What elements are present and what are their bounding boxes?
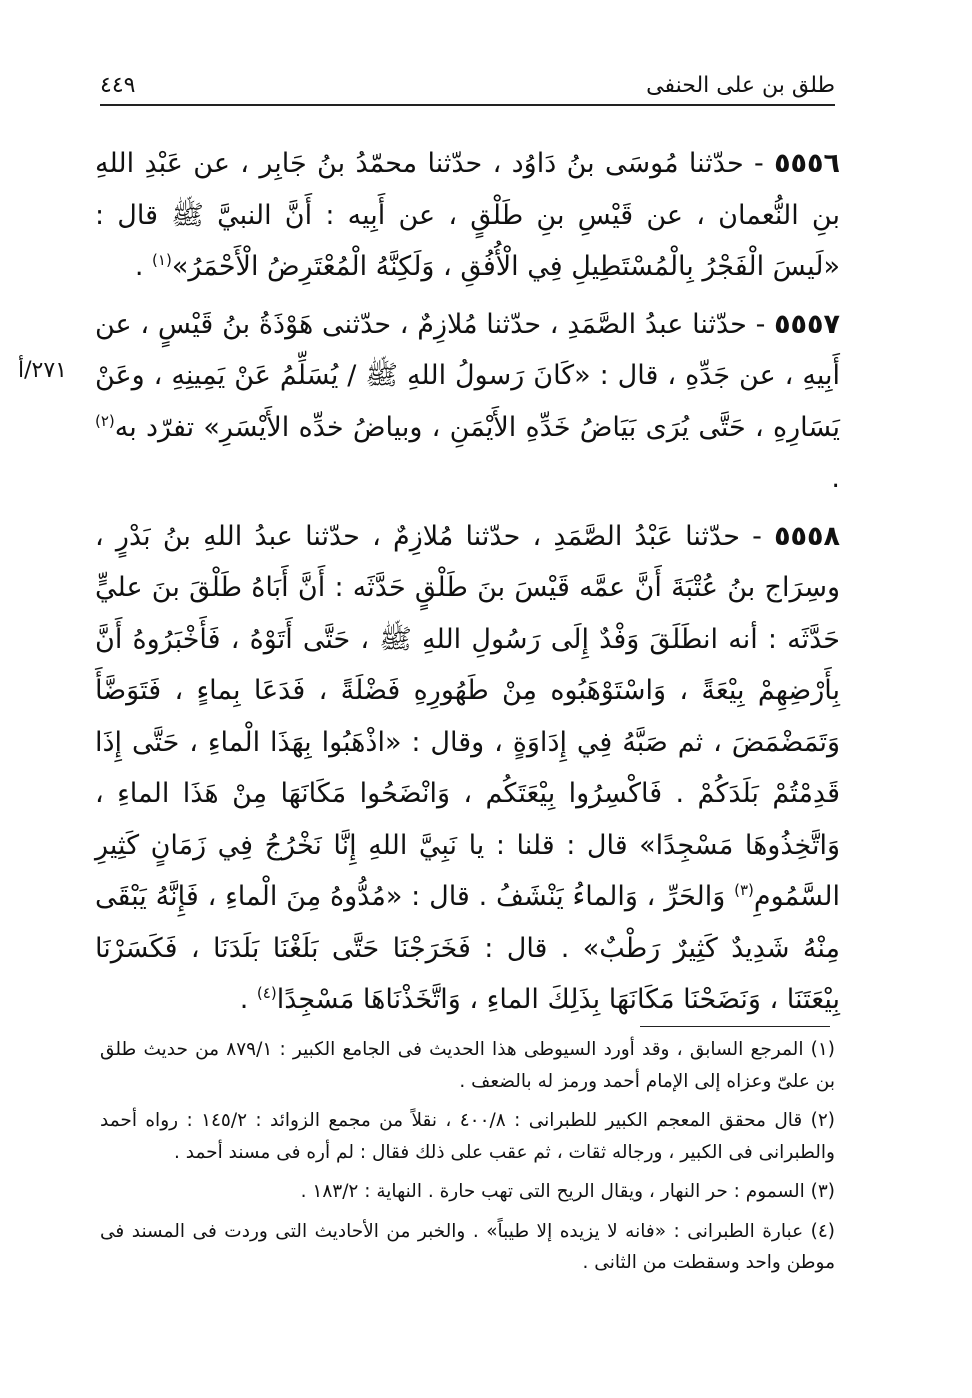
hadith-number: ٥٥٥٧ <box>774 308 840 340</box>
footnote-3: (٣) السموم : حر النهار ، ويقال الريح التى تهب حارة . النهاية : ١٨٣/٢ . <box>300 1181 835 1202</box>
footnote-ref[interactable]: (٣) <box>734 881 754 899</box>
main-text <box>95 138 840 1032</box>
hadith-tail: . <box>134 251 153 282</box>
footnote-ref[interactable]: (٤) <box>256 984 277 1002</box>
footnote-ref[interactable]: (٢) <box>95 411 115 430</box>
hadith-5558 <box>95 511 840 1026</box>
hadith-text: - حدّثنا عبدُ الصَّمَدِ ، حدّثنا مُلازِمٌ ، حدّثنى هَوْذَةُ بنُ قَيْسٍ ، عن أَبِيهِ ، عن جَدِّهِ ، قال : «كَانَ رَسولُ اللهِ ﷺ / يُسَلِّمُ عَنْ يَمِينِهِ ، وعَنْ يَسَارِهِ ، حَتَّى يُرَى بَيَاضُ خَدِّهِ الأَيْمَنِ ، وبياضُ خدِّه الأَيْسَرِ» تفرّد به <box>95 308 840 443</box>
hadith-tail: . <box>831 463 840 494</box>
hadith-text-continued: وَالحَرِّ ، وَالماءُ يَنْشَفُ . قال : «مُدُّوهُ مِنَ الْماءِ ، فَإِنَّهُ يَبْقَى مِنْهُ شَدِيدٌ كَثِيرٌ رَطْبٌ» . قال : فَخَرَجْنَا حَتَّى بَلَغْنَا بَلَدَنَا ، فَكَسَرْنَا بِيْعَتَنَا ، وَنَضَحْنَا مَكَانَهَا بِذَلِكَ الماءِ ، وَاتَّخَذْنَاهَا مَسْجِدًا <box>95 881 840 1015</box>
hadith-tail: . <box>239 984 257 1015</box>
hadith-number: ٥٥٥٨ <box>774 520 840 552</box>
hadith-text: - حدّثنا مُوسَى بنُ دَاوُد ، حدّثنا محمّدُ بنُ جَابِر ، عن عَبْدِ اللهِ بنِ النُّعمان ، عن قَيْسِ بنِ طَلْقٍ ، عن أَبِيه : أَنَّ النبيَّ ﷺ قال : «لَيسَ الْفَجْرُ بِالْمُسْتَطِيلِ فِي الْأُفُقِ ، وَلَكِنَّهُ الْمُعْتَرِضُ الْأَحْمَرُ» <box>95 148 840 282</box>
footnote-4: (٤) عبارة الطبرانى : «فانه لا يزيده إلا طيباً» . والخبر من الأحاديث التى وردت فى المسند فى موطن واحد وسقطت من الثانى . <box>100 1220 835 1273</box>
hadith-number: ٥٥٥٦ <box>774 148 840 179</box>
hadith-5556 <box>95 138 840 293</box>
footnote-2: (٢) قال محقق المعجم الكبير للطبرانى : ٤٠٠/٨ ، نقلاً من مجمع الزوائد : ١٤٥/٢ : رواه أحمد والطبرانى فى الكبير ، ورجاله ثقات ، ثم عقب على ذلك فقال : لم أره فى مسند أحمد . <box>100 1110 835 1163</box>
footnotes <box>100 1034 835 1287</box>
running-title: طلق بن على الحنفى <box>646 73 835 98</box>
footnote-1: (١) المرجع السابق ، وقد أورد السيوطى هذا الحديث فى الجامع الكبير : ٨٧٩/١ من حديث طلق بن علىّ وعزاه إلى الإمام أحمد ورمز له بالضعف . <box>100 1039 836 1092</box>
hadith-5557 <box>95 299 840 505</box>
footnote-ref[interactable]: (١) <box>152 251 172 269</box>
margin-folio-note: ٢٧١/أ <box>18 358 67 383</box>
hadith-text: - حدّثنا عَبْدُ الصَّمَدِ ، حدّثنا مُلازِمٌ ، حدّثنا عبدُ اللهِ بنُ بَدْرٍ ، وسِرَاج بنُ عُتْبَةَ أَنَّ عمَّه قَيْسَ بنَ طَلْقٍ حَدَّثَه : أَنَّ أَبَاهُ طَلْقَ بنَ عليٍّ حَدَّثَه : أنه انطَلَقَ وَفْدٌ إِلَى رَسُولِ اللهِ ﷺ ، حَتَّى أَتَوْهُ ، فَأَخْبَرُوهُ أَنَّ بِأَرْضِهِمْ بِيْعَةً ، وَاسْتَوْهَبُوه مِنْ طَهُورِهِ فَضْلَةً ، فَدَعَا بِماءٍ ، فَتَوَضَّأَ وَتَمَضْمَضَ ، ثم صَبَّهُ فِي إِدَاوَةٍ ، وقال : «اذْهَبُوا بِهَذَا الْماءِ ، حَتَّى إِذَا قَدِمْتُمْ بَلَدَكُمْ . فَاكْسِرُوا بِيْعَتَكُم ، وَانْضَحُوا مَكَانَهَا مِنْ هَذَا الماءِ ، وَاتَّخِذُوهَا مَسْجِدًا» قال : قلنا : يا نَبِيَّ اللهِ إِنَّا نَخْرُجُ فِي زَمَانٍ كَثِيرِ السَّمُومِ <box>95 520 840 912</box>
page-number: ٤٤٩ <box>100 73 136 98</box>
header-rule <box>100 104 835 106</box>
footnote-separator <box>640 1026 830 1027</box>
running-header <box>100 58 835 98</box>
